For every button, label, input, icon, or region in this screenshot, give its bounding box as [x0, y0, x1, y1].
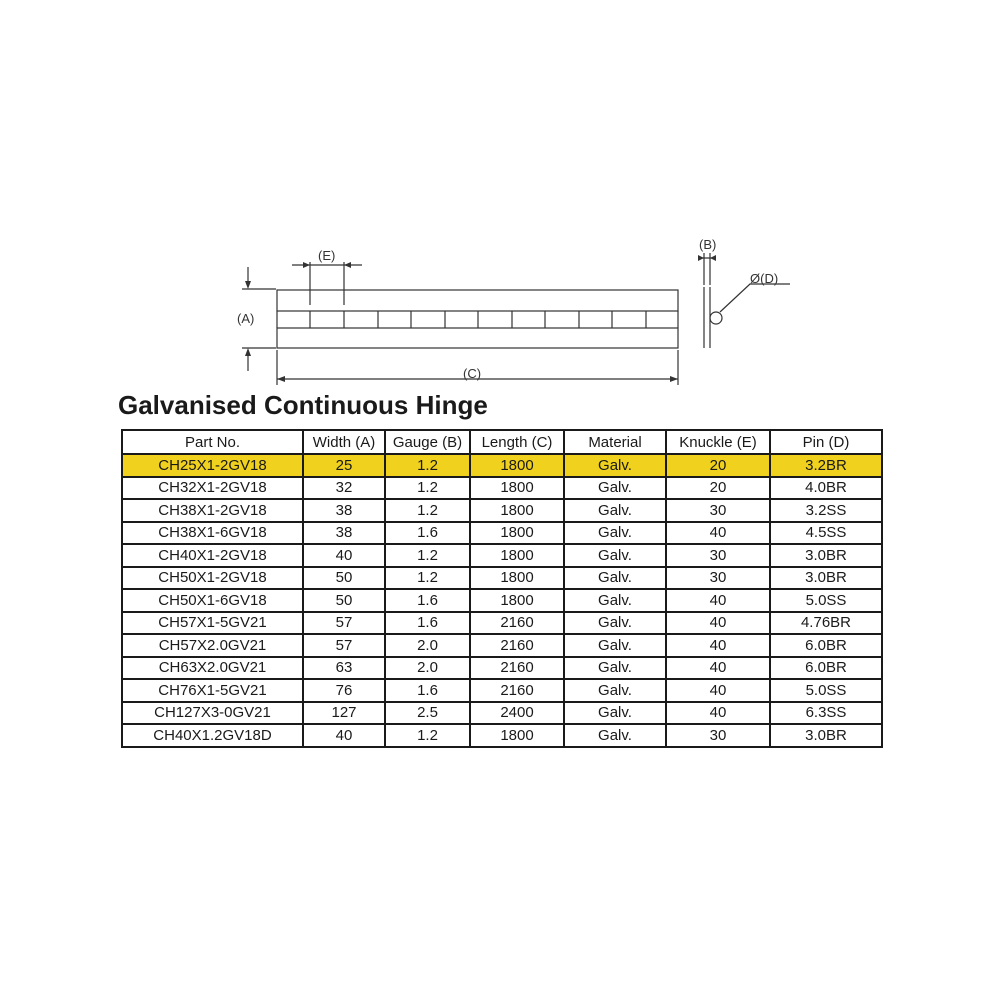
- cell-width: 127: [303, 702, 385, 725]
- cell-gauge: 1.6: [385, 612, 470, 635]
- cell-pin: 3.0BR: [770, 544, 882, 567]
- cell-part: CH38X1-6GV18: [122, 522, 303, 545]
- cell-material: Galv.: [564, 634, 666, 657]
- cell-part: CH50X1-6GV18: [122, 589, 303, 612]
- cell-gauge: 1.2: [385, 544, 470, 567]
- cell-width: 76: [303, 679, 385, 702]
- cell-material: Galv.: [564, 612, 666, 635]
- cell-pin: 5.0SS: [770, 679, 882, 702]
- cell-material: Galv.: [564, 657, 666, 680]
- cell-material: Galv.: [564, 499, 666, 522]
- cell-pin: 6.0BR: [770, 634, 882, 657]
- table-row: [122, 724, 882, 747]
- cell-knuckle: 40: [666, 679, 770, 702]
- cell-pin: 3.0BR: [770, 724, 882, 747]
- cell-gauge: 1.2: [385, 454, 470, 477]
- cell-gauge: 1.2: [385, 567, 470, 590]
- cell-width: 32: [303, 477, 385, 500]
- spec-table: [121, 429, 883, 748]
- cell-width: 25: [303, 454, 385, 477]
- pin-circle: [710, 312, 722, 324]
- cell-width: 40: [303, 544, 385, 567]
- dimension-e-lines: [292, 262, 362, 305]
- table-row: [122, 612, 882, 635]
- cell-part: CH57X1-5GV21: [122, 612, 303, 635]
- table-row: [122, 634, 882, 657]
- cell-part: CH38X1-2GV18: [122, 499, 303, 522]
- label-b: (B): [699, 237, 717, 252]
- cell-pin: 3.0BR: [770, 567, 882, 590]
- header-length: Length (C): [470, 430, 564, 454]
- cell-gauge: 1.6: [385, 679, 470, 702]
- cell-material: Galv.: [564, 679, 666, 702]
- cell-gauge: 2.0: [385, 657, 470, 680]
- cell-material: Galv.: [564, 702, 666, 725]
- cell-knuckle: 20: [666, 477, 770, 500]
- label-e: (E): [318, 248, 336, 263]
- cell-material: Galv.: [564, 454, 666, 477]
- cell-length: 1800: [470, 589, 564, 612]
- cell-length: 2160: [470, 612, 564, 635]
- cell-material: Galv.: [564, 477, 666, 500]
- knuckle-dividers: [310, 311, 646, 328]
- cell-part: CH127X3-0GV21: [122, 702, 303, 725]
- table-row: [122, 679, 882, 702]
- cell-width: 50: [303, 589, 385, 612]
- cell-knuckle: 40: [666, 612, 770, 635]
- cell-length: 2160: [470, 634, 564, 657]
- header-pin: Pin (D): [770, 430, 882, 454]
- cell-part: CH32X1-2GV18: [122, 477, 303, 500]
- cell-part: CH40X1-2GV18: [122, 544, 303, 567]
- label-a: (A): [237, 311, 255, 326]
- cell-width: 57: [303, 612, 385, 635]
- cell-knuckle: 40: [666, 634, 770, 657]
- table-row: [122, 589, 882, 612]
- table-row: [122, 454, 882, 477]
- cell-width: 40: [303, 724, 385, 747]
- cell-knuckle: 30: [666, 499, 770, 522]
- cell-knuckle: 30: [666, 724, 770, 747]
- side-profile-leaf: [704, 287, 710, 348]
- cell-part: CH57X2.0GV21: [122, 634, 303, 657]
- table-row: [122, 567, 882, 590]
- header-gauge: Gauge (B): [385, 430, 470, 454]
- cell-width: 38: [303, 499, 385, 522]
- cell-width: 38: [303, 522, 385, 545]
- cell-knuckle: 30: [666, 544, 770, 567]
- cell-pin: 4.76BR: [770, 612, 882, 635]
- header-material: Material: [564, 430, 666, 454]
- cell-pin: 3.2BR: [770, 454, 882, 477]
- cell-pin: 5.0SS: [770, 589, 882, 612]
- cell-length: 1800: [470, 454, 564, 477]
- cell-pin: 6.3SS: [770, 702, 882, 725]
- cell-gauge: 1.2: [385, 724, 470, 747]
- cell-length: 1800: [470, 477, 564, 500]
- cell-knuckle: 40: [666, 522, 770, 545]
- header-row: [122, 430, 882, 454]
- bottom-leaf: [277, 328, 678, 348]
- cell-pin: 4.0BR: [770, 477, 882, 500]
- cell-length: 1800: [470, 724, 564, 747]
- table-row: [122, 522, 882, 545]
- cell-length: 1800: [470, 522, 564, 545]
- header-width: Width (A): [303, 430, 385, 454]
- cell-length: 2400: [470, 702, 564, 725]
- cell-length: 1800: [470, 544, 564, 567]
- cell-part: CH40X1.2GV18D: [122, 724, 303, 747]
- table-row: [122, 477, 882, 500]
- hinge-diagram: [0, 0, 1000, 395]
- table-row: [122, 702, 882, 725]
- label-c: (C): [463, 366, 482, 381]
- cell-material: Galv.: [564, 589, 666, 612]
- cell-width: 57: [303, 634, 385, 657]
- table-row: [122, 657, 882, 680]
- cell-material: Galv.: [564, 567, 666, 590]
- cell-gauge: 1.6: [385, 589, 470, 612]
- cell-knuckle: 20: [666, 454, 770, 477]
- cell-material: Galv.: [564, 522, 666, 545]
- cell-part: CH76X1-5GV21: [122, 679, 303, 702]
- dimension-d-leader: [720, 284, 790, 312]
- cell-pin: 3.2SS: [770, 499, 882, 522]
- cell-gauge: 1.2: [385, 477, 470, 500]
- header-knuckle: Knuckle (E): [666, 430, 770, 454]
- header-part-no: Part No.: [122, 430, 303, 454]
- cell-knuckle: 30: [666, 567, 770, 590]
- cell-length: 1800: [470, 567, 564, 590]
- cell-pin: 6.0BR: [770, 657, 882, 680]
- table-row: [122, 499, 882, 522]
- top-leaf: [277, 290, 678, 311]
- cell-material: Galv.: [564, 544, 666, 567]
- table-row: [122, 544, 882, 567]
- cell-part: CH50X1-2GV18: [122, 567, 303, 590]
- cell-part: CH63X2.0GV21: [122, 657, 303, 680]
- cell-gauge: 1.6: [385, 522, 470, 545]
- label-d: Ø(D): [750, 271, 779, 286]
- cell-gauge: 2.0: [385, 634, 470, 657]
- cell-pin: 4.5SS: [770, 522, 882, 545]
- cell-length: 2160: [470, 657, 564, 680]
- cell-gauge: 1.2: [385, 499, 470, 522]
- cell-width: 50: [303, 567, 385, 590]
- cell-length: 1800: [470, 499, 564, 522]
- cell-knuckle: 40: [666, 702, 770, 725]
- cell-length: 2160: [470, 679, 564, 702]
- cell-part: CH25X1-2GV18: [122, 454, 303, 477]
- cell-knuckle: 40: [666, 657, 770, 680]
- page-title: Galvanised Continuous Hinge: [118, 390, 488, 420]
- cell-knuckle: 40: [666, 589, 770, 612]
- cell-material: Galv.: [564, 724, 666, 747]
- cell-width: 63: [303, 657, 385, 680]
- cell-gauge: 2.5: [385, 702, 470, 725]
